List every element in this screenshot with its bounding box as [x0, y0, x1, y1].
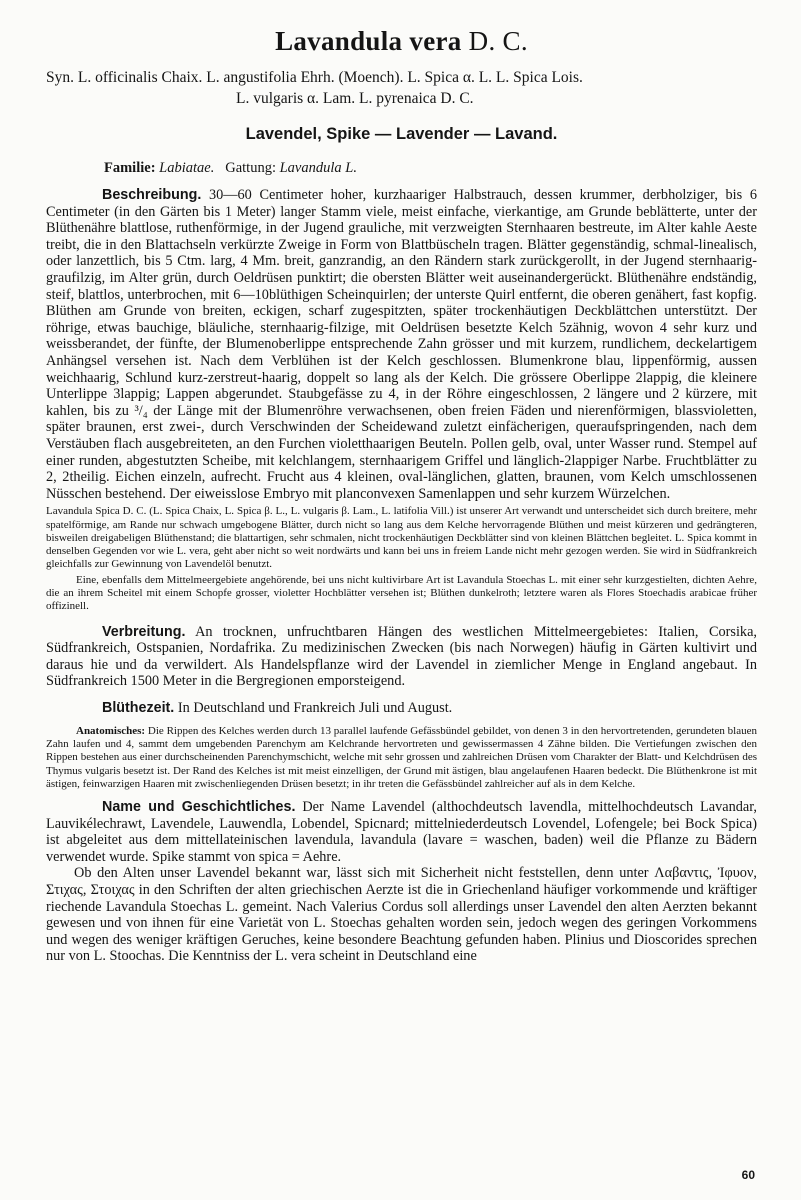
synonyms-line-1: Syn. L. officinalis Chaix. L. angustifolia Ehrh. (Moench). L. Spica α. L. L. Spica Lois. [46, 69, 583, 86]
flowering-heading: Blüthezeit. [102, 700, 175, 717]
family-line [104, 160, 757, 177]
flowering-text: In Deutschland und Frankreich Juli und August. [177, 700, 453, 717]
history-paragraph: Ob den Alten unser Lavendel bekannt war, lässt sich mit Sicherheit nicht feststellen, denn unter Λαβαντις, Ἰφυον, Στιχας, Στοιχας in den Schriften der alten griechischen Aerzte ist die in Griechenland häufiger vorkommende und kräftiger riechende Lavandula Stoechas L. gemeint. Nach Valerius Cordus soll allerdings unser Lavendel den alten Aerzten bekannt gewesen und von ihnen für eine Varietät von L. Stoechas gehalten worden sein, jedoch wegen des geringen Vorkommens und wegen des weniger kräftigen Geruches, keine besondere Beachtung gefunden haben. Plinius und Dioscorides sprechen nur von L. Stoochas. Die Kenntniss der L. vera scheint in Deutschland eine [46, 865, 757, 965]
flowering-section [46, 700, 757, 717]
note-lavandula-spica: Lavandula Spica D. C. (L. Spica Chaix, L. Spica β. L., L. vulgaris β. Lam., L. latifolia Vill.) ist unserer Art verwandt und unterscheidet sich durch breitere, mehr spatelförmige, am Rande nur schwach umgebogene Blätter, durch nicht so lang aus dem Kelche hervorragende Blüthen und meist kürzeren und gedrängteren, bisweilen dreigabeligen Blüthenstand; die blattartigen, sehr schmalen, nicht trockenhäutigen Deckblätter sind von kleinen Blättchen begleitet. L. Spica kommt in denselben Gegenden vor wie L. vera, geht aber nicht so weit nordwärts und kann bei uns in freiem Lande nicht mehr gezogen werden. Sie wird in Südfrankreich gleichfalls zur Gewinnung von Lavendelöl benutzt. [46, 505, 757, 571]
page-number: 60 [741, 1168, 755, 1182]
title-genus: Lavandula vera [275, 26, 462, 56]
synonyms-line-2: L. vulgaris α. Lam. L. pyrenaica D. C. [236, 90, 474, 107]
common-names: Lavendel, Spike — Lavender — Lavand. [245, 125, 558, 143]
genus-value: Lavandula L. [279, 160, 357, 176]
name-history-text: Der Name Lavendel (althochdeutsch lavendla, mittelhochdeutsch Lavandar, Lauvikélechrawt, Lavendele, Lauwendla, Lobendel, Spicnard; mittelniederdeutsch Lovendel, Lofengele; bei Bock Spica) ist abgeleitet aus dem mittellateinischen lavendula, lavandula (lavare = waschen, baden) weil die Pflanze zu Bädern verwendet wurde. Spike stammt von spica = Aehre. [46, 799, 757, 865]
genus-label: Gattung: [225, 160, 276, 176]
description-text: 30—60 Centimeter hoher, kurzhaariger Halbstrauch, dessen krummer, derbholziger, bis 6 Centimeter (in den Gärten bis 1 Meter) langer Stamm viele, meist einfache, vierkantige, am Grunde beblätterte, unter der Blüthenähre blattlose, ruthenförmige, in der Jugend grauliche, mit verzweigten Sternhaaren bestreute, im Alter kahle Aeste treibt, die in den Blattachseln verkürzte Zweige in Form von Blattbüscheln tragen. Blätter gegenständig, schmal-linealisch, oder lanzettlich, bis 5 Ctm. larg, 4 Mm. breit, ganzrandig, an den Rändern stark zurückgerollt, in der Jugend sternhaarig-graufilzig, im Alter grün, durch Oeldrüsen punktirt; die obersten Blätter weit auseinandergerückt. Blüthenähre endständig, steif, blattlos, unterbrochen, mit 6—10blüthigen Scheinquirlen; der unterste Quirl entfernt, die oberen genähert, fast kopfig. Blüthen am Grunde von breiten, eckigen, scharf zugespitzten, später trockenhäutigen Deckblättchen unterstützt. Der röhrige, etwas bauchige, bläuliche, sternhaarig-filzige, mit Oeldrüsen besetzte Kelch 5zähnig, wovon 4 sehr kurz und weissberandet, der fünfte, der Blumenoberlippe entsprechende Zahn grösser und mit kurzem, rundlichem, deckelartigem Anhängsel versehen ist. Nach dem Verblühen ist der Kelch geschlossen. Blumenkrone blau, lippenförmig, aussen weichhaarig, Schlund kurz-zerstreut-haarig, doppelt so lang als der Kelch. Die grössere Oberlippe 2lappig, die kleinere Unterlippe 3lappig; Lappen abgerundet. Staubgefässe zu 4, in der Röhre eingeschlossen, 2 längere und 2 kürzere, mit kahlen, bis zu ³/₄ der Länge mit der Blumenröhre verwachsenen, oben freien Fäden und nierenförmigen, blassvioletten, später braunen, erst zwei-, durch Verschwinden der Scheidewand zuletzt einfächerigen, queraufspringenden, nach dem Verstäuben flach ausgebreiteten, an den Furchen violetthaarigen Beuteln. Pollen gelb, oval, unter Wasser rund. Stempel auf einer runden, abgestutzten Scheibe, mit kelchlangem, sternhaarigem Griffel und länglich-2lappiger Narbe. Fruchtblätter zu 2, 2theilig. Eichen einzeln, aufrecht. Frucht aus 4 kleinen, oval-länglichen, glatten, braunen, vom Kelch umschlossenen Nüsschen bestehend. Der eiweisslose Embryo mit planconvexen Samenlappen und sehr kurzem Würzelchen. [46, 187, 757, 502]
anatomy-heading: Anatomisches: [76, 724, 146, 737]
distribution-heading: Verbreitung. [102, 623, 186, 640]
note-lavandula-stoechas: Eine, ebenfalls dem Mittelmeergebiete angehörende, bei uns nicht kultivirbare Art ist Lavandula Stoechas L. mit einer sehr kurzgestielten, dichten Aehre, die an ihrem Scheitel mit einem Schopfe grosser, violetter Hochblätter versehen ist; Blüthen dunkelroth; letztere waren als Flores Stoechadis arabicae früher offizinell. [46, 573, 757, 613]
title-author: D. C. [468, 26, 528, 56]
family-label: Familie: [104, 160, 156, 176]
name-history-heading: Name und Geschichtliches. [102, 799, 296, 816]
description-heading: Beschreibung. [102, 187, 202, 203]
name-history-section [46, 799, 757, 865]
description-section [46, 187, 757, 502]
anatomy-text: Die Rippen des Kelches werden durch 13 parallel laufende Gefässbündel gebildet, von denen 3 in den hervortretenden, gerundeten blauen Zahn laufen und 4, sammt dem umgebenden Parenchym am Kelchrande hervortreten und gewissermassen 4 Zähne bilden. Die Vertiefungen zwischen den Rippen bestehen aus einer durchscheinenden Parenchymschicht, welche mit sehr grossen und zahlreichen Drüsen vom Charakter der Blatt- und Kelchdrüsen des Thymus vulgaris besetzt ist. Der Rand des Kelches ist mit meist einzelligen, der Grund mit ästigen, blau angelaufenen Haaren bedeckt. Die Blüthenkrone ist mit ästigen, feinwarzigen Haaren mit zwischenliegenden Drüsen besetzt; in ihr treten die Gefässbündel zahlreicher auf als in dem Kelche. [46, 724, 757, 790]
page-title [46, 26, 757, 57]
anatomy-section [46, 725, 757, 791]
distribution-section [46, 624, 757, 690]
family-value: Labiatae. [159, 160, 215, 176]
distribution-text: An trocknen, unfruchtbaren Hängen des westlichen Mittelmeergebietes: Italien, Corsika, Südfrankreich, Ostspanien, Nordafrika. Zu medizinischen Zwecken (bis nach Norwegen) häufig in Gärten kultivirt und daraus hie und da verwildert. Als Handelspflanze wird der Lavendel in ziemlicher Menge in England angebaut. In Südfrankreich 1500 Meter in die Bergregionen emporsteigend. [46, 623, 757, 690]
